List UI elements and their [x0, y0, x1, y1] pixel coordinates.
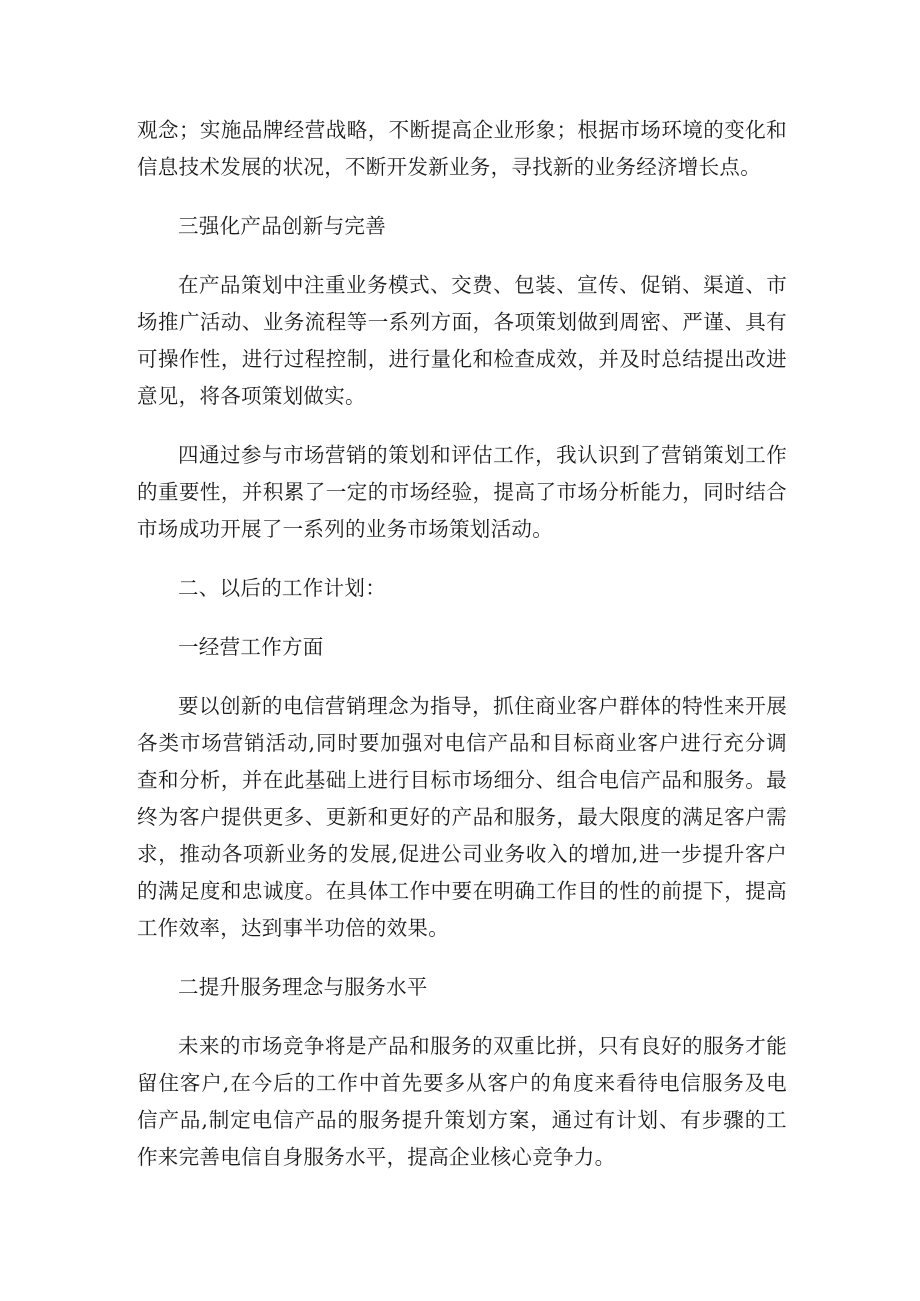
paragraph-service: 未来的市场竞争将是产品和服务的双重比拼，只有良好的服务才能留住客户,在今后的工作中首先要多从客户的角度来看待电信服务及电信产品,制定电信产品的服务提升策划方案，通过有计划、有步骤的工作来完善电信自身服务水平，提高企业核心竞争力。	[137, 1034, 787, 1169]
heading-product-innovation: 三强化产品创新与完善	[178, 214, 386, 238]
heading-future-plan: 二、以后的工作计划：	[178, 576, 386, 600]
paragraph-product-planning: 在产品策划中注重业务模式、交费、包装、宣传、促销、渠道、市场推广活动、业务流程等一系列方面，各项策划做到周密、严谨、具有可操作性，进行过程控制，进行量化和检查成效，并及时总结提出改进意见，将各项策划做实。	[137, 273, 787, 408]
paragraph-operations: 要以创新的电信营销理念为指导，抓住商业客户群体的特性来开展各类市场营销活动,同时要加强对电信产品和目标商业客户进行充分调查和分析，并在此基础上进行目标市场细分、组合电信产品和服务。最终为客户提供更多、更新和更好的产品和服务，最大限度的满足客户需求，推动各项新业务的发展,促进公司业务收入的增加,进一步提升客户的满足度和忠诚度。在具体工作中要在明确工作目的性的前提下，提高工作效率，达到事半功倍的效果。	[137, 694, 787, 940]
document-body	[137, 112, 787, 1176]
heading-operations: 一经营工作方面	[178, 635, 324, 659]
heading-service-improvement: 二提升服务理念与服务水平	[178, 975, 428, 999]
paragraph-brand-strategy: 观念；实施品牌经营战略，不断提高企业形象；根据市场环境的变化和信息技术发展的状况，不断开发新业务，寻找新的业务经济增长点。	[137, 118, 787, 179]
paragraph-marketing-experience: 四通过参与市场营销的策划和评估工作，我认识到了营销策划工作的重要性，并积累了一定的市场经验，提高了市场分析能力，同时结合市场成功开展了一系列的业务市场策划活动。	[137, 443, 787, 541]
